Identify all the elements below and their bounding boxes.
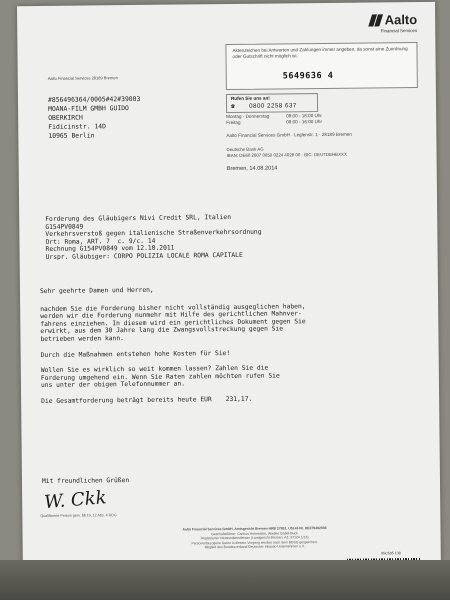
hours-day: Montag - Donnerstag <box>226 113 270 120</box>
table-surface <box>0 560 450 600</box>
brand-logo <box>369 12 418 28</box>
bank-name: Deutsche Bank AG <box>226 146 264 153</box>
reference-line: Urspr. Gläubiger: CORPO POLIZIA LOCALE ROMA CAPITALE <box>45 251 243 261</box>
reference-box <box>225 42 417 90</box>
signature: W. Ckk <box>43 487 108 514</box>
hours-time: 08:00 - 16:00 Uhr <box>286 119 323 125</box>
reference-line: Verkehrsverstoß gegen italienische Straßenverkehrsordnung <box>45 228 262 239</box>
footer-line: Personenbezogene Daten in diesem Vorgang werden nach dem BDSG gespeichert. <box>191 539 318 546</box>
company-address: Aalto Financial Services GmbH · Leglenstr. 1 · 28189 Bremen <box>226 131 353 139</box>
footer-line: Aalto Financial Services GmbH, Amtsgericht Bremen HRB 27851, USt-Id-Nr. DE279402036 <box>182 525 327 532</box>
paragraph: nachdem Sie die Forderung bisher nicht vollständig ausgeglichen haben, werden wir die Forderung nunmehr mit Hilfe des gerichtlichen Mahnver- fahrens einziehen. In diesem wird ein gerichtliches Dokument gegen Sie erwirkt, aus dem 30 Jahre lang die Zwangsvollstreckung gegen Sie betrieben werden kann. <box>40 302 306 343</box>
phone-icon: ☎ <box>231 102 235 110</box>
total-claim <box>41 394 411 405</box>
bank-iban: IBAN: DE60 2007 0050 0224 4028 00 · BIC: DEUTDEHBXXX <box>226 151 347 159</box>
closing: Mit freundlichen Grüßen <box>41 477 130 485</box>
salutation: Sehr geehrte Damen und Herren, <box>39 286 154 295</box>
footer-line: Mitglied des Bundesverband Deutscher Inkasso-Unternehmen e.V. <box>204 544 305 550</box>
footer-line: Registrierter Inkassodienstleister (Landgericht Bremen, AZ: 37124 1/13) <box>200 535 309 541</box>
claim-reference <box>45 214 262 262</box>
hours-time: 08:00 - 18:00 Uhr <box>286 113 322 119</box>
reference-line: Ort: Roma, ART. 7 c. 9/c. 14 <box>45 237 156 246</box>
address-line: #856496364/0005#42#39003 <box>47 94 141 104</box>
address-line: 10965 Berlin <box>48 131 95 140</box>
opening-hours <box>226 113 322 126</box>
footer-line: Geschäftsführer: Carinus Hofmeister, Wiebke Gabel-Buck <box>211 530 298 536</box>
total-amount: 231,17. <box>225 395 253 403</box>
phone-label: Rufen Sie uns an! <box>230 95 270 101</box>
signature-caption: Qualifizierte Person gem. §§ 19, 12 Abs. 4 RDG <box>40 513 117 518</box>
barcode-number: 95C505 138 <box>381 551 401 556</box>
footer <box>134 525 374 550</box>
aalto-logo-icon <box>369 14 381 26</box>
letter-page <box>17 2 441 582</box>
letter-date: Bremen, 14.08.2014 <box>226 165 278 173</box>
reference-line: G154PV0849 <box>45 223 84 231</box>
sender-line: Aalto Financial Services 28189 Bremen <box>47 75 118 81</box>
phone-number: 0800 2258 637 <box>249 102 297 110</box>
letter-body <box>40 284 411 413</box>
paragraph: Durch die Maßnahmen entstehen hohe Kosten für Sie! <box>40 349 231 359</box>
hours-day: Freitag <box>226 119 241 126</box>
reference-number: 5649636 4 <box>282 70 334 82</box>
bank-details <box>226 146 346 159</box>
address-line: Fidicinstr. 14D <box>48 122 107 131</box>
recipient-address <box>48 95 141 141</box>
reference-line: Forderung des Gläubigers Nivi Credit SRL, Italien <box>45 213 232 223</box>
total-label: Die Gesamtforderung beträgt bereits heute EUR <box>41 396 212 405</box>
phone-box <box>226 93 318 113</box>
brand-name: Aalto <box>384 12 418 28</box>
hours-row <box>226 119 322 126</box>
address-line: MOANA-FILM GMBH GUIDO <box>48 104 129 113</box>
paragraph: Wollen Sie es wirklich so weit kommen lassen? Zahlen Sie die Forderung umgehend ein. Wenn Sie Raten zahlen möchten rufen Sie uns unter der obigen Telefonnummer an. <box>40 364 280 390</box>
address-line: OBERKIRCH <box>48 113 83 122</box>
reference-note: Aktenzeichen bei Antworten und Zahlungen immer angeben, da sonst eine Zuordnung oder Gutschrift nicht möglich ist. <box>232 46 408 59</box>
brand-subtitle: Financial Services <box>380 28 418 34</box>
reference-line: Rechnung G154PV0849 vom 12.10.2011 <box>45 244 175 254</box>
